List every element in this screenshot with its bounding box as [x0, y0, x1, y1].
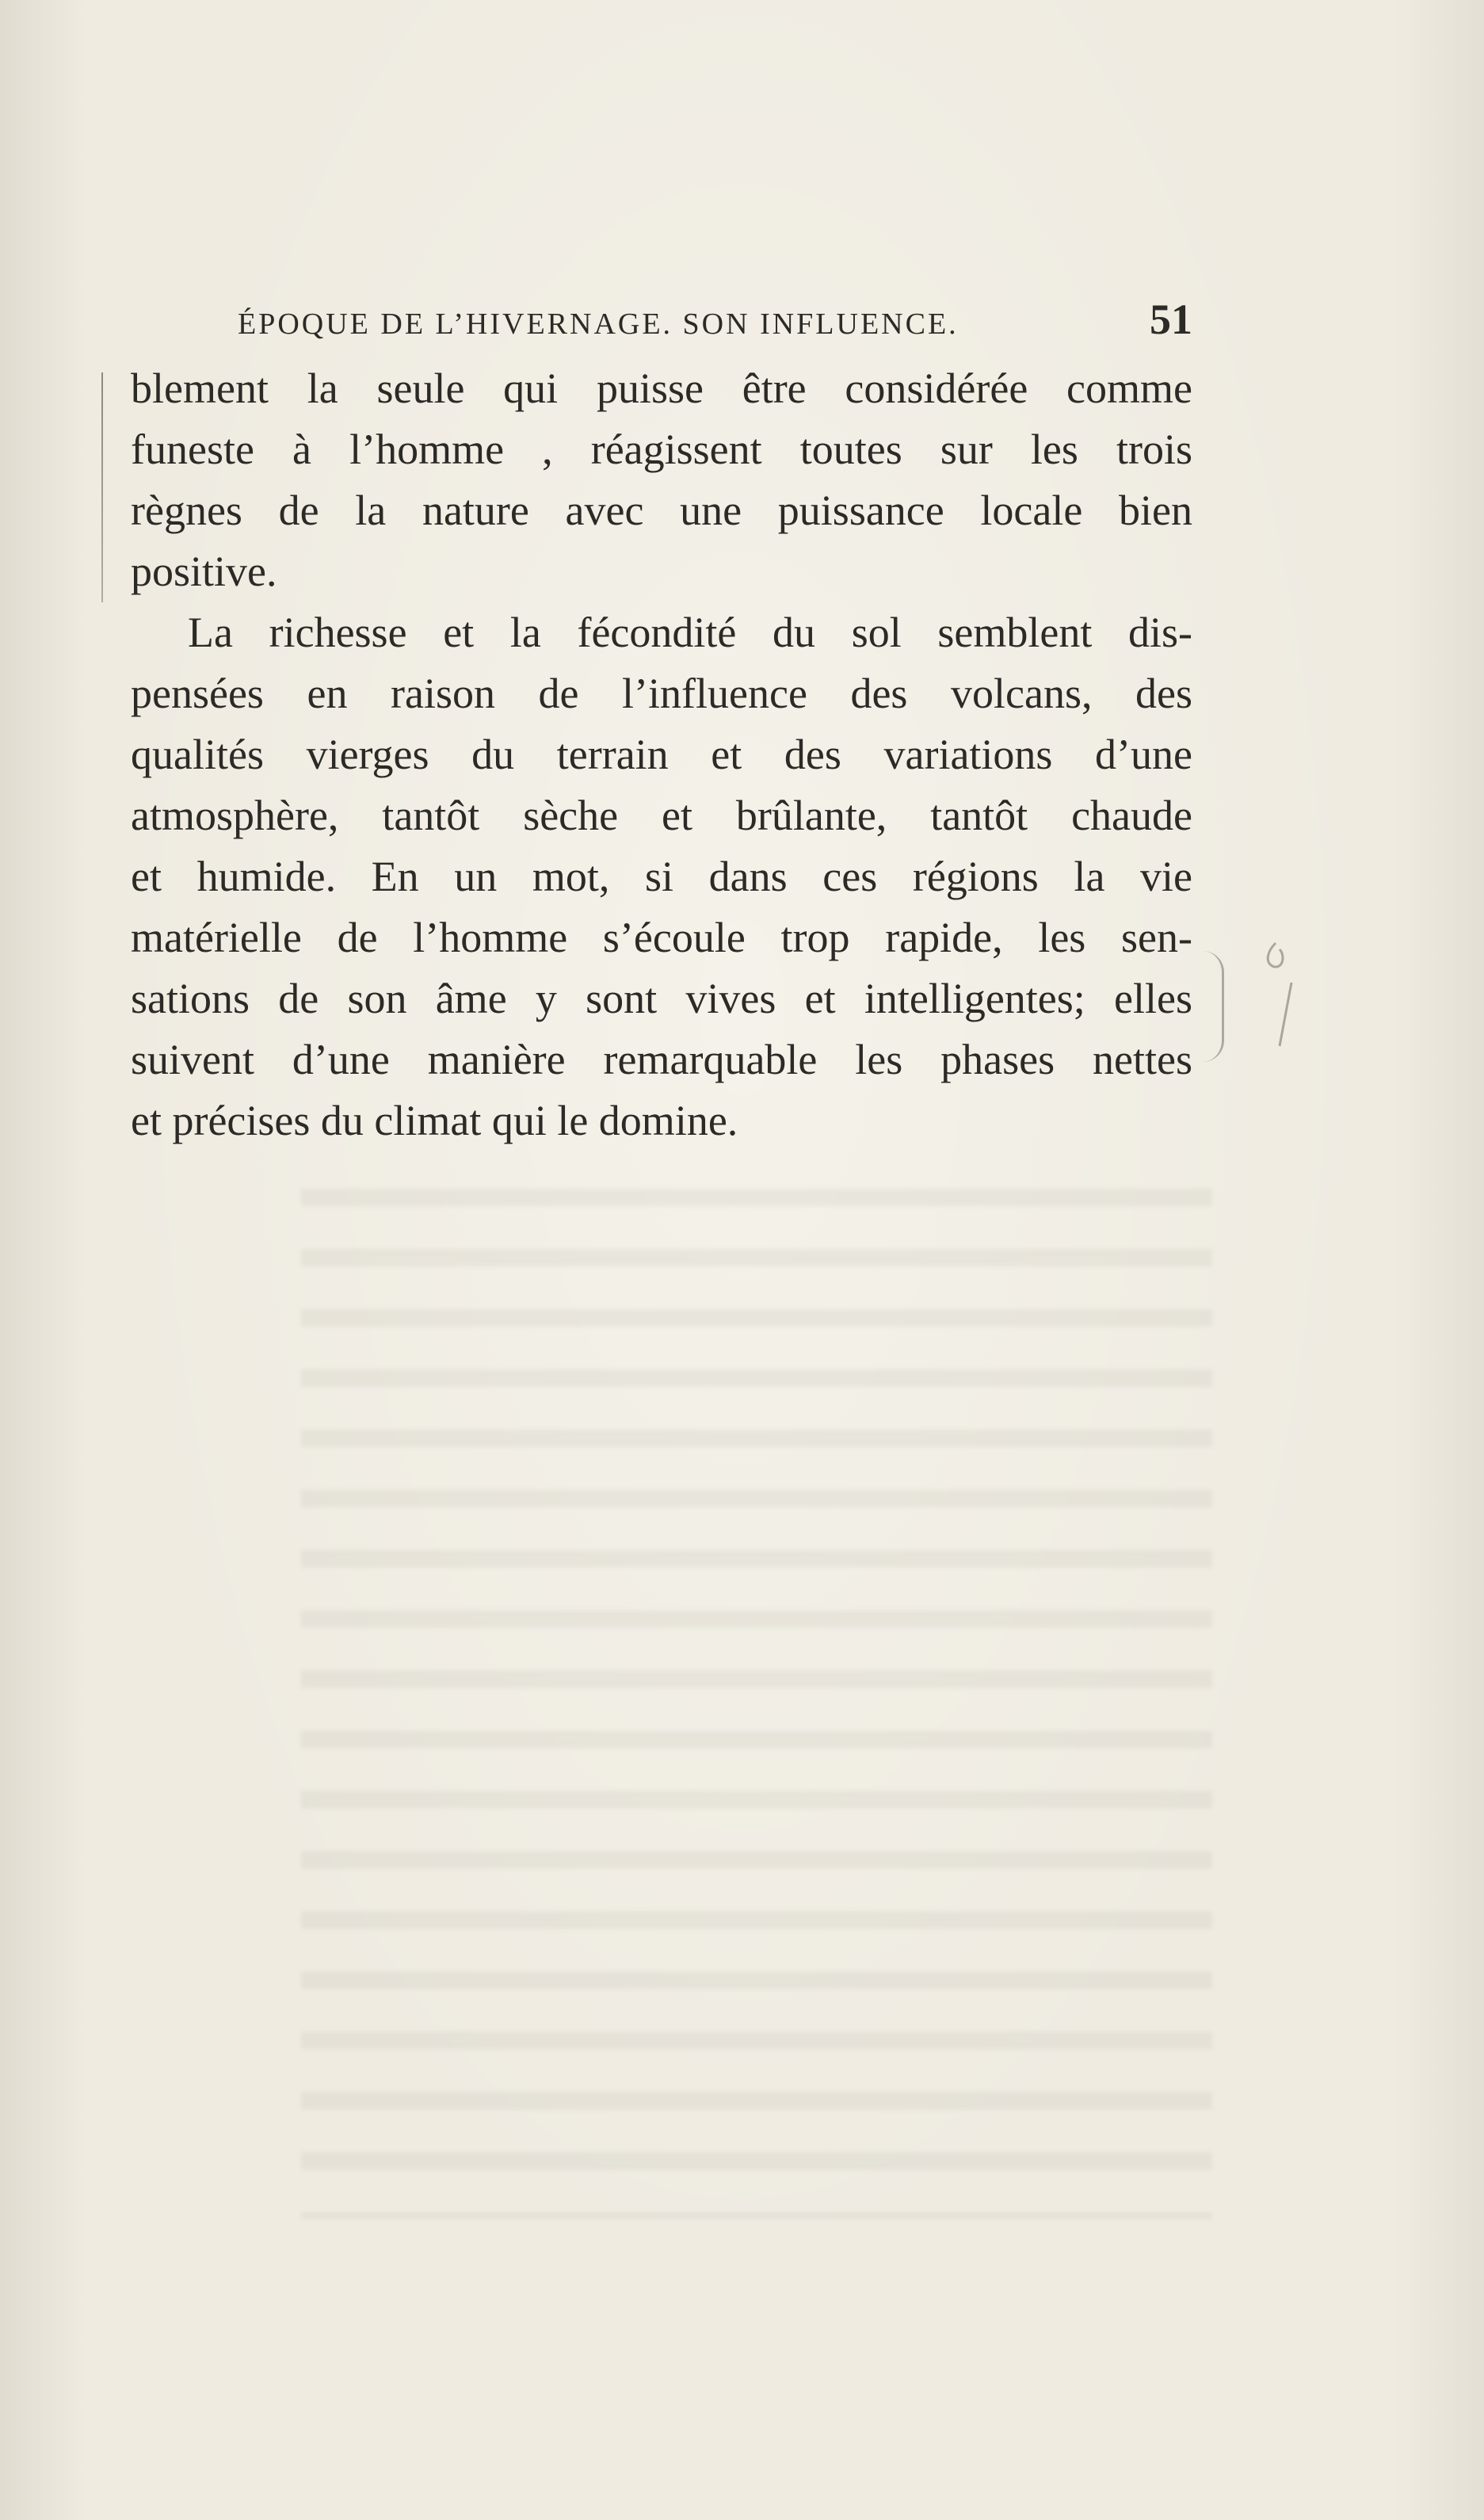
text-line: positive.: [131, 548, 277, 595]
running-head-title: ÉPOQUE DE L’HIVERNAGE. SON INFLUENCE.: [238, 307, 959, 341]
text-line: pensées en raison de l’influence des volcans, des: [131, 670, 1192, 717]
pencil-bracket-mark: [1203, 951, 1224, 1062]
text-line: sations de son âme y sont vives et intelligentes; elles: [131, 975, 1192, 1022]
text-line: funeste à l’homme , réagissent toutes sur les trois: [131, 426, 1192, 473]
margin-pencil-line: [101, 372, 103, 602]
text-line: et humide. En un mot, si dans ces régions la vie: [131, 853, 1192, 900]
text-line: règnes de la nature avec une puissance locale bien: [131, 487, 1192, 534]
pencil-scribble-mark: [1252, 927, 1315, 1054]
text-line: blement la seule qui puisse être considérée comme: [131, 365, 1192, 412]
text-line: atmosphère, tantôt sèche et brûlante, tantôt chaude: [131, 792, 1192, 839]
text-line: qualités vierges du terrain et des variations d’une: [131, 731, 1192, 778]
text-line: et précises du climat qui le domine.: [131, 1097, 738, 1144]
paragraph-first-line: La richesse et la fécondité du sol semblent dis-: [188, 609, 1192, 656]
text-line: suivent d’une manière remarquable les phases nettes: [131, 1036, 1192, 1083]
page-number: 51: [1150, 296, 1192, 343]
running-head: [238, 295, 1192, 342]
body-text: [131, 358, 1192, 1151]
show-through-bleed: [301, 1189, 1212, 2219]
text-line: matérielle de l’homme s’écoule trop rapide, les sen-: [131, 914, 1192, 961]
